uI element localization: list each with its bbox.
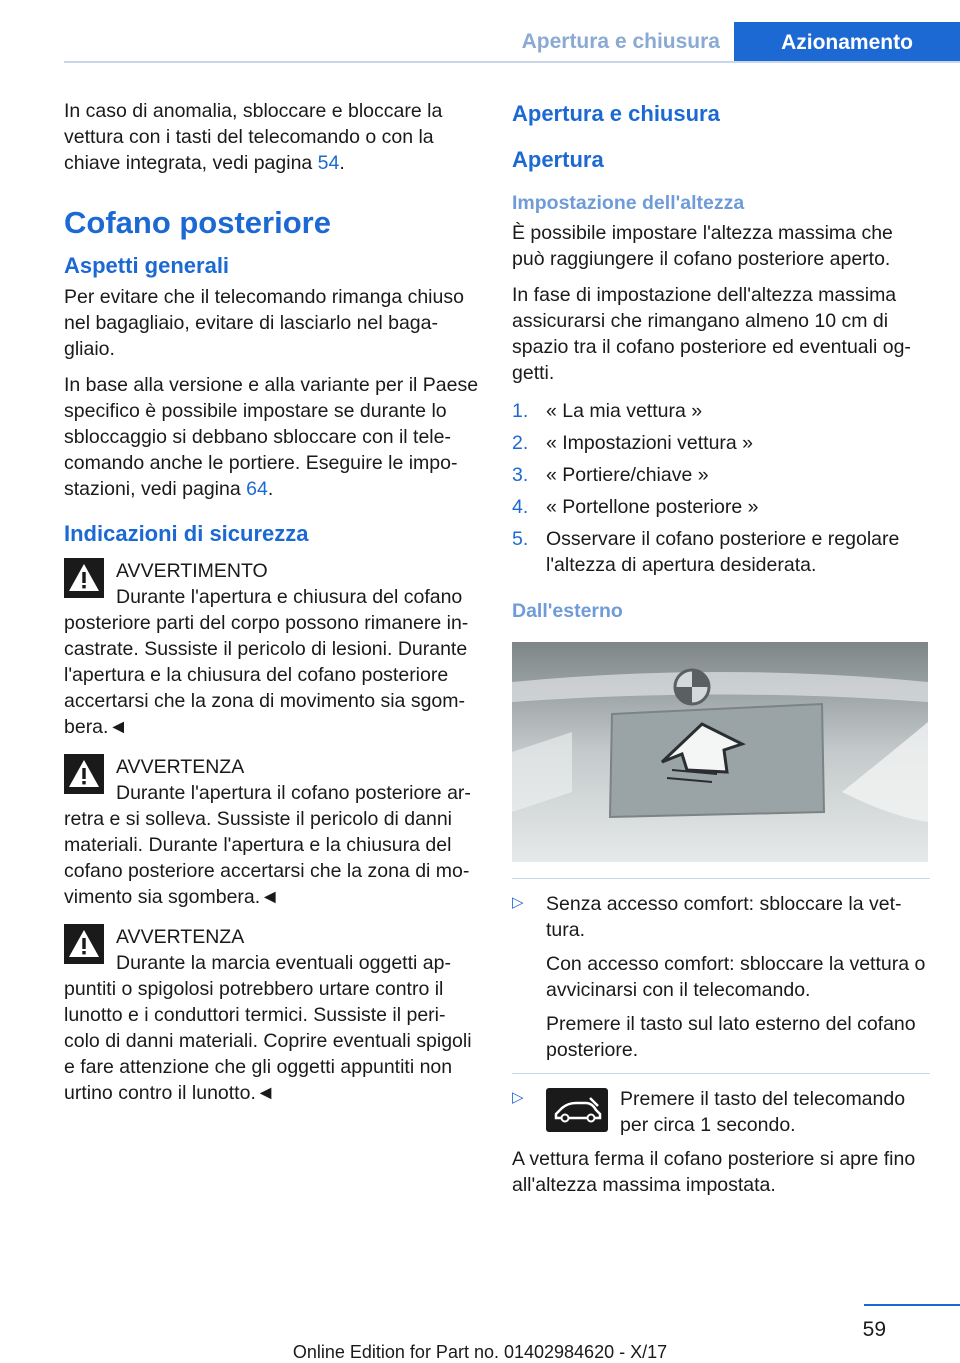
bullet-text: Senza accesso comfort: sbloccare la vet-tura.: [546, 893, 902, 941]
header-section: Apertura e chiusura: [521, 30, 720, 53]
remote-bullet: [512, 1086, 930, 1138]
bullet-text: Premere il tasto del telecomando per circa 1 secondo.: [620, 1088, 906, 1136]
warning-label: AVVERTIMENTO: [116, 560, 268, 582]
page-number: 59: [862, 1318, 886, 1341]
bullet-triangle-icon: ▷: [512, 894, 524, 911]
page-header: [0, 0, 960, 62]
warning-text: Durante la marcia eventuali oggetti ap-puntiti o spigolosi potrebbero urtare contro il lunotto e i conduttori termici. Sussiste il peri-colo di danni materiali. Coprire eventuali spigoli e fare attenzione che gli oggetti appuntiti non urtino contro il lunotto.◄: [64, 952, 472, 1104]
right-subheading: Apertura: [512, 147, 604, 172]
header-chapter: Azionamento: [734, 22, 960, 62]
general-heading: Aspetti generali: [64, 253, 230, 278]
right-heading: Apertura e chiusura: [512, 101, 720, 126]
list-item: 5. Osservare il cofano posteriore e regolare l'altezza di apertura desiderata.: [512, 528, 900, 576]
warning-text: Durante l'apertura il cofano posteriore ar-retra e si solleva. Sussiste il pericolo di danni materiali. Durante l'apertura e la chiusura del cofano posteriore accertarsi che la zona di mo-vimento sia sgombera.◄: [64, 782, 471, 908]
warning-block: [64, 754, 480, 910]
tailgate-photo: [512, 642, 928, 862]
warning-triangle-icon: [64, 754, 104, 794]
outside-heading: Dall'esterno: [512, 600, 623, 622]
intro-paragraph: In caso di anomalia, sbloccare e bloccare la vettura con i tasti del telecomando o con la chiave integrata, vedi pagina 54.: [64, 100, 443, 174]
list-item: 3. « Portiere/chiave »: [512, 464, 709, 486]
list-item: 2. « Impostazioni vettura »: [512, 432, 754, 454]
section-title: Cofano posteriore: [64, 205, 331, 240]
header-rule: [64, 61, 960, 63]
outside-bullet: [512, 891, 930, 1063]
edition-text: Online Edition for Part no. 01402984620 - X/17: [292, 1342, 668, 1362]
general-paragraph-1: Per evitare che il telecomando rimanga chiuso nel bagagliaio, evitare di lasciarlo nel baga-gliaio.: [64, 286, 464, 360]
page-link-54[interactable]: 54: [317, 152, 340, 174]
right-column: [512, 98, 930, 1208]
list-item: 1. « La mia vettura »: [512, 400, 703, 422]
divider: [512, 1073, 930, 1074]
footer-rule: [864, 1304, 960, 1306]
left-column: [64, 98, 480, 1120]
warning-text: Durante l'apertura e chiusura del cofano posteriore parti del corpo possono rimanere in-castrate. Sussiste il pericolo di lesioni. Durante l'apertura e la chiusura del cofano posteriore accertarsi che la zona di movimento sia sgom-bera.◄: [64, 586, 469, 738]
bullet-text: Premere il tasto sul lato esterno del cofano posteriore.: [546, 1013, 916, 1061]
height-paragraph-1: È possibile impostare l'altezza massima che può raggiungere il cofano posteriore aperto.: [512, 222, 893, 270]
height-heading: Impostazione dell'altezza: [512, 192, 745, 214]
warning-triangle-icon: [64, 924, 104, 964]
page-link-64[interactable]: 64: [246, 478, 268, 500]
warning-triangle-icon: [64, 558, 104, 598]
safety-heading: Indicazioni di sicurezza: [64, 521, 309, 546]
bullet-text: Con accesso comfort: sbloccare la vettura o avvicinarsi con il telecomando.: [546, 953, 926, 1001]
tailgate-key-icon: [546, 1088, 608, 1132]
warning-label: AVVERTENZA: [116, 756, 245, 778]
divider: [512, 878, 930, 879]
settings-steps: [512, 398, 930, 578]
warning-label: AVVERTENZA: [116, 926, 245, 948]
closing-paragraph: A vettura ferma il cofano posteriore si apre fino all'altezza massima impostata.: [512, 1148, 916, 1196]
warning-block: [64, 558, 480, 740]
height-paragraph-2: In fase di impostazione dell'altezza massima assicurarsi che rimangano almeno 10 cm di spazio tra il cofano posteriore ed eventuali og-getti.: [512, 284, 911, 384]
general-paragraph-2: In base alla versione e alla variante per il Paese specifico è possibile impostare se durante lo sbloccaggio si debbano sbloccare con il tele-comando anche le portiere. Eseguire le impo-stazioni, vedi pagina 64.: [64, 374, 479, 500]
warning-block: [64, 924, 480, 1106]
bullet-triangle-icon: ▷: [512, 1089, 524, 1106]
list-item: 4. « Portellone posteriore »: [512, 496, 759, 518]
